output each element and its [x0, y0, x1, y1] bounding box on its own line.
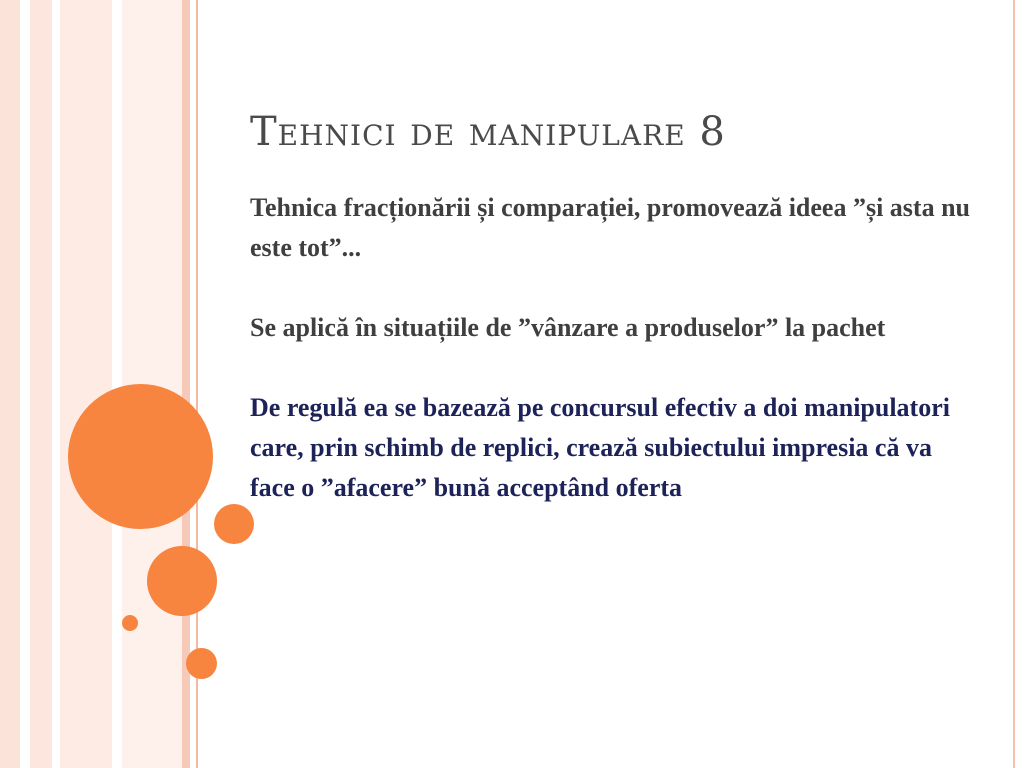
- decor-circle-tiny: [122, 615, 138, 631]
- decor-circle-small-bottom: [186, 648, 217, 679]
- slide-body: [250, 188, 980, 548]
- decor-stripe: [30, 0, 52, 768]
- decor-stripe: [20, 0, 30, 768]
- decor-stripe: [112, 0, 122, 768]
- body-paragraph: De regulă ea se bazează pe concursul efectiv a doi manipulatori care, prin schimb de replici, crează subiectului impresia că va face o ”afacere” bună acceptând oferta: [250, 393, 950, 502]
- body-paragraph: Se aplică în situațiile de ”vânzare a produselor” la pachet: [250, 313, 886, 342]
- decor-right-line: [1013, 0, 1015, 768]
- slide-title: Tehnici de manipulare 8: [250, 109, 726, 155]
- decor-stripe: [0, 0, 20, 768]
- body-paragraph: Tehnica fracționării și comparației, promovează ideea ”și asta nu este tot”...: [250, 193, 971, 262]
- decor-circle-medium: [147, 546, 217, 616]
- decor-circle-large: [68, 384, 213, 529]
- decor-circle-small: [214, 504, 254, 544]
- decor-stripe: [60, 0, 112, 768]
- decor-stripe: [52, 0, 60, 768]
